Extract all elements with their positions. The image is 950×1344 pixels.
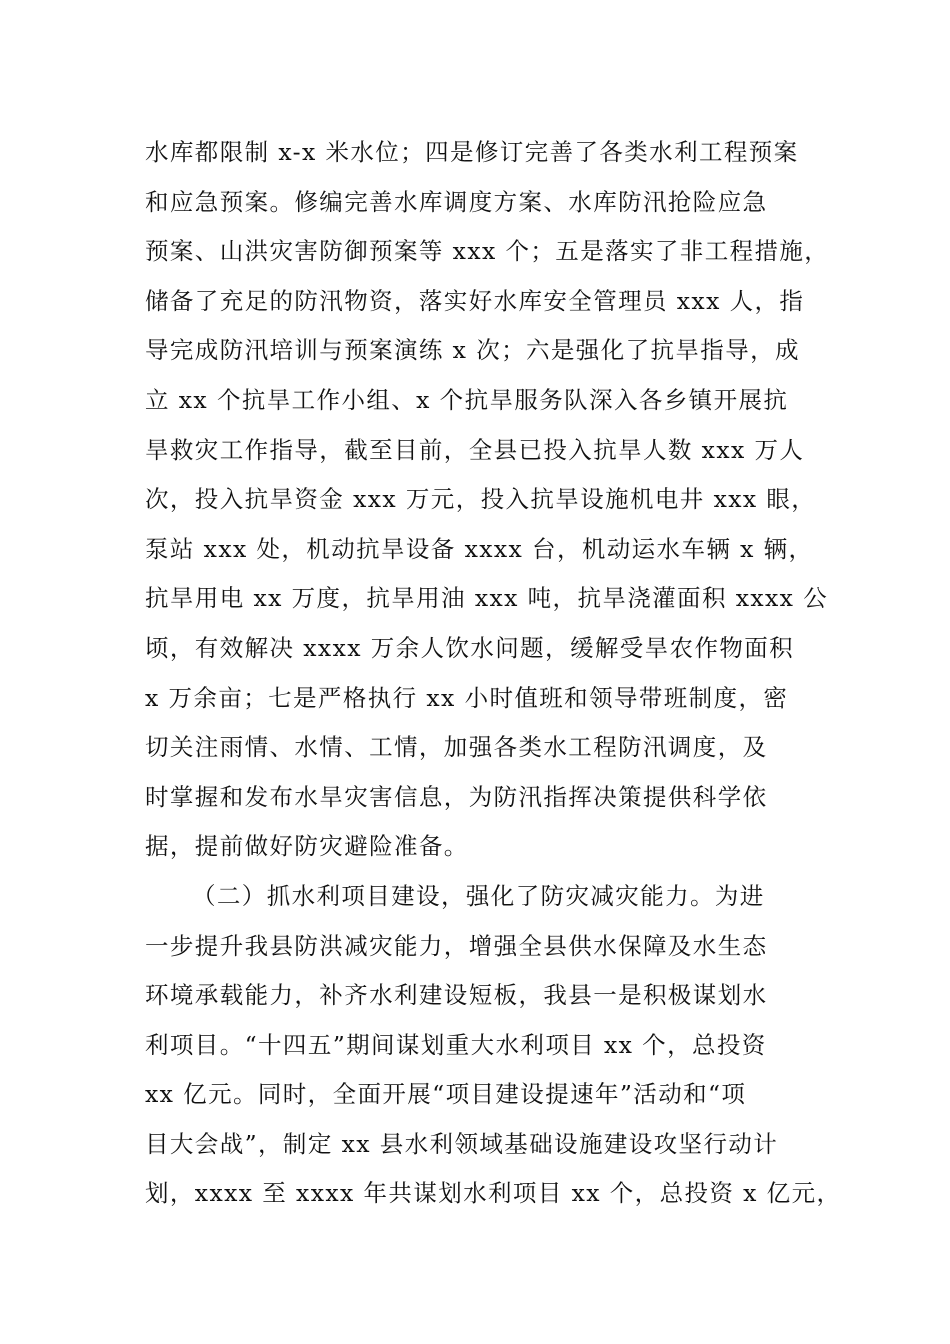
text-line: 时掌握和发布水旱灾害信息，为防汛指挥决策提供科学依 [145, 782, 768, 811]
section-heading-line: （二）抓水利项目建设，强化了防灾减灾能力。为进 [192, 881, 765, 910]
text-line: 目大会战”，制定 xx 县水利领域基础设施建设攻坚行动计 [145, 1129, 779, 1158]
text-line: xx 亿元。同时，全面开展“项目建设提速年”活动和“项 [145, 1080, 747, 1109]
text-line: 水库都限制 x-x 米水位；四是修订完善了各类水利工程预案 [145, 138, 799, 166]
text-line: 据，提前做好防灾避险准备。 [145, 832, 469, 861]
text-line: 顷，有效解决 xxxx 万余人饮水问题，缓解受旱农作物面积 [145, 633, 795, 662]
text-line: 一步提升我县防洪减灾能力，增强全县供水保障及水生态 [145, 931, 768, 960]
text-line: 预案、山洪灾害防御预案等 xxx 个；五是落实了非工程措施， [145, 237, 830, 266]
text-line: 切关注雨情、水情、工情，加强各类水工程防汛调度，及 [145, 733, 768, 762]
text-line: 次，投入抗旱资金 xxx 万元，投入抗旱设施机电井 xxx 眼， [145, 485, 817, 514]
text-line: 环境承载能力，补齐水利建设短板，我县一是积极谋划水 [145, 981, 768, 1010]
text-line: 导完成防汛培训与预案演练 x 次；六是强化了抗旱指导，成 [145, 336, 800, 365]
text-line: 抗旱用电 xx 万度，抗旱用油 xxx 吨，抗旱浇灌面积 xxxx 公 [145, 584, 829, 613]
text-line: 储备了充足的防汛物资，落实好水库安全管理员 xxx 人，指 [145, 286, 805, 315]
text-line: 划，xxxx 至 xxxx 年共谋划水利项目 xx 个，总投资 x 亿元， [145, 1179, 842, 1208]
text-line: 旱救灾工作指导，截至目前，全县已投入抗旱人数 xxx 万人 [145, 435, 805, 464]
text-line: 利项目。“十四五”期间谋划重大水利项目 xx 个，总投资 [145, 1030, 767, 1059]
text-line: x 万余亩；七是严格执行 xx 小时值班和领导带班制度，密 [145, 683, 789, 712]
text-line: 和应急预案。修编完善水库调度方案、水库防汛抢险应急 [145, 187, 768, 216]
body-text [145, 128, 842, 1219]
text-line: 泵站 xxx 处，机动抗旱设备 xxxx 台，机动运水车辆 x 辆， [145, 534, 814, 563]
text-line: 立 xx 个抗旱工作小组、x 个抗旱服务队深入各乡镇开展抗 [145, 385, 789, 414]
